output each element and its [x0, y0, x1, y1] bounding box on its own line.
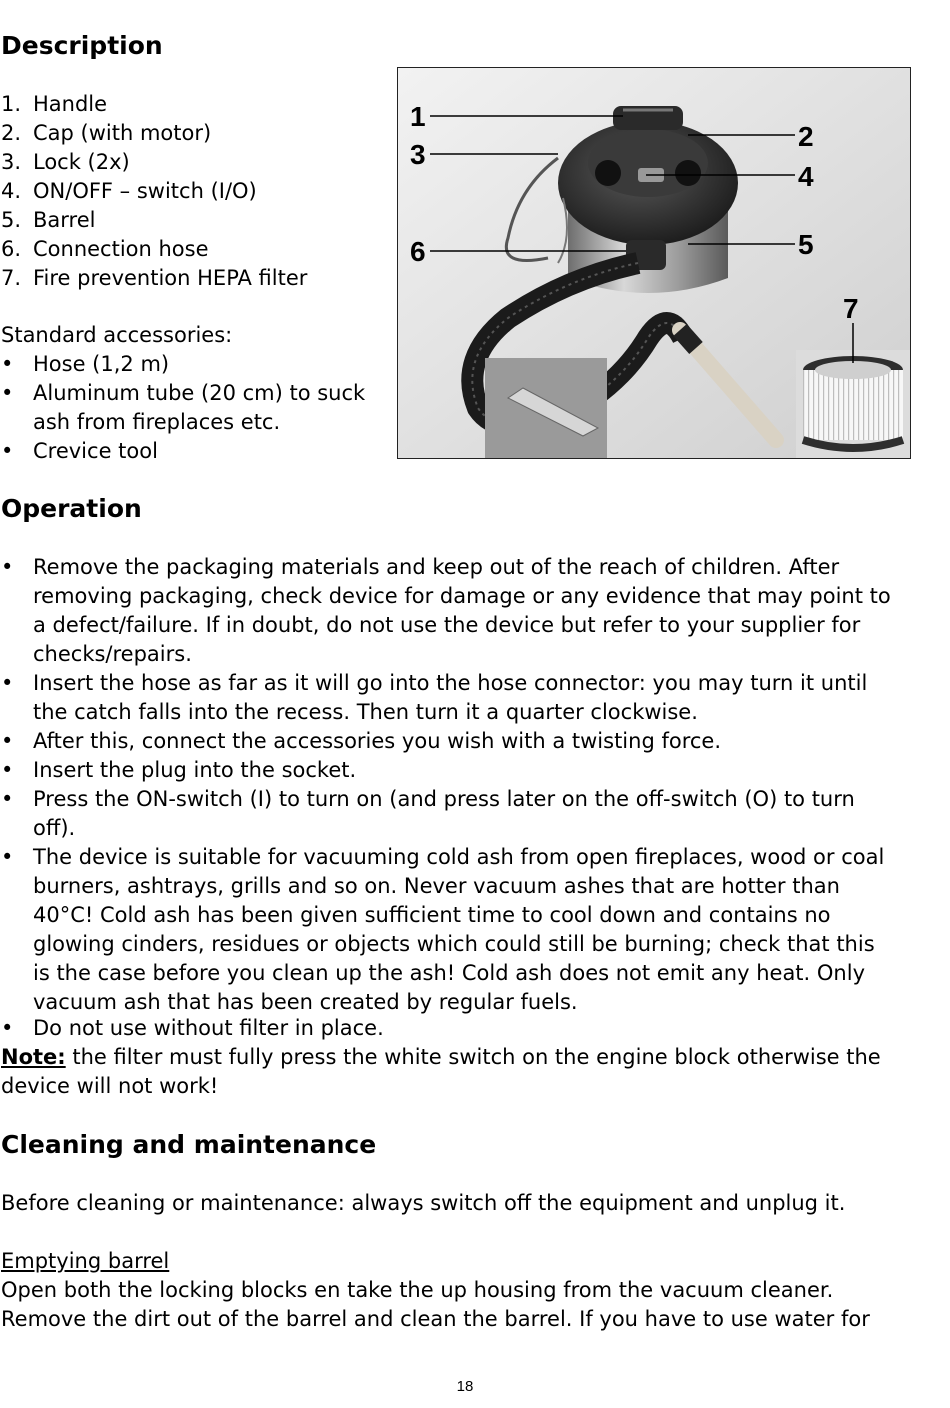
list-item-continuation: burners, ashtrays, grills and so on. Never vacuum ashes that are hotter than — [33, 874, 840, 898]
product-figure — [397, 67, 911, 459]
list-item: 3. Lock (2x) — [1, 150, 130, 174]
cleaning-intro: Before cleaning or maintenance: always switch off the equipment and unplug it. — [1, 1191, 846, 1215]
accessories-label: Standard accessories: — [1, 323, 233, 347]
list-item-continuation: 40°C! Cold ash has been given sufficient time to cool down and contains no — [33, 903, 831, 927]
page-number: 18 — [456, 1378, 474, 1395]
operation-heading: Operation — [1, 494, 142, 523]
note-text: the filter must fully press the white switch on the engine block otherwise the — [65, 1045, 881, 1069]
callout-label: 2 — [798, 121, 814, 152]
list-item: 5. Barrel — [1, 208, 96, 232]
callout-label: 5 — [798, 229, 814, 260]
list-item: 6. Connection hose — [1, 237, 209, 261]
description-heading: Description — [1, 31, 163, 60]
list-item-continuation: a defect/failure. If in doubt, do not use the device but refer to your supplier for — [33, 613, 861, 637]
note-label: Note: — [1, 1045, 66, 1069]
list-item: 1. Handle — [1, 92, 108, 116]
note-paragraph-continuation: device will not work! — [1, 1074, 219, 1098]
list-item-continuation: glowing cinders, residues or objects which could still be burning; check that this — [33, 932, 875, 956]
callout-label: 6 — [410, 236, 426, 267]
ash-vacuum-illustration — [398, 68, 910, 458]
note-paragraph — [1, 1043, 881, 1072]
callout-label: 4 — [798, 161, 814, 192]
list-item-continuation: removing packaging, check device for damage or any evidence that may point to — [33, 584, 891, 608]
cleaning-heading: Cleaning and maintenance — [1, 1130, 377, 1159]
list-item: 2. Cap (with motor) — [1, 121, 212, 145]
cleaning-paragraph-line: Remove the dirt out of the barrel and clean the barrel. If you have to use water for — [1, 1307, 870, 1331]
list-item-continuation: is the case before you clean up the ash! Cold ash does not emit any heat. Only — [33, 961, 865, 985]
list-item-continuation: checks/repairs. — [33, 642, 192, 666]
callout-label: 1 — [410, 101, 426, 132]
list-item-continuation: vacuum ash that has been created by regular fuels. — [33, 990, 578, 1014]
emptying-barrel-subheading: Emptying barrel — [1, 1249, 170, 1273]
list-item-continuation: ash from fireplaces etc. — [33, 410, 281, 434]
callout-label: 3 — [410, 139, 426, 170]
list-item: 7. Fire prevention HEPA filter — [1, 266, 308, 290]
list-item: 4. ON/OFF – switch (I/O) — [1, 179, 257, 203]
callout-label: 7 — [843, 293, 859, 324]
list-item-continuation: off). — [33, 816, 76, 840]
cleaning-paragraph-line: Open both the locking blocks en take the up housing from the vacuum cleaner. — [1, 1278, 834, 1302]
list-item-continuation: the catch falls into the recess. Then turn it a quarter clockwise. — [33, 700, 698, 724]
